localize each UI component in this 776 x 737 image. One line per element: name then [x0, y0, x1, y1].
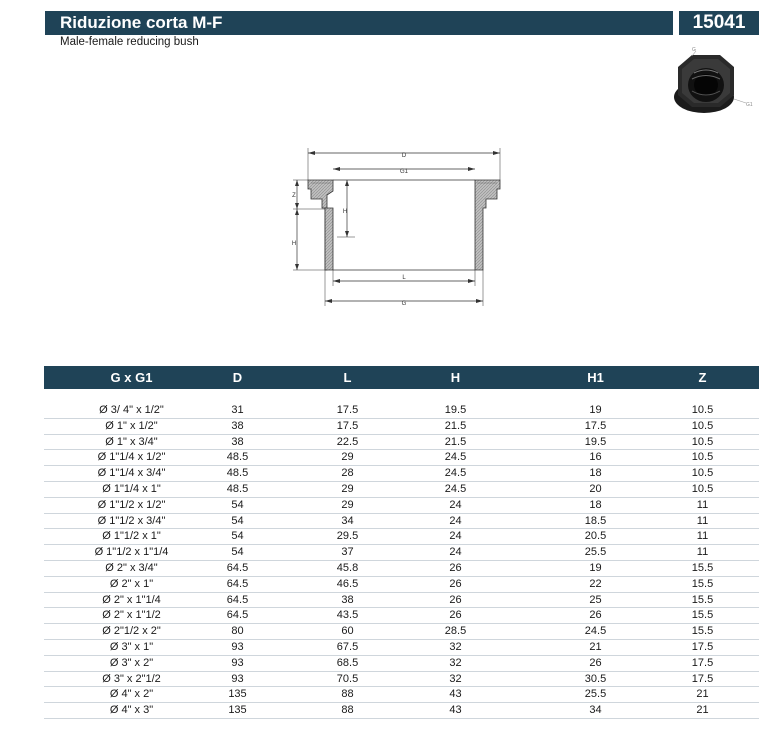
table-row [44, 419, 759, 435]
cell-h: 24 [449, 514, 462, 527]
table-row [44, 624, 759, 640]
table-row [44, 656, 759, 672]
cell-h1: 17.5 [584, 419, 607, 432]
table-row [44, 703, 759, 719]
column-header-h: H [450, 370, 461, 385]
cell-h: 19.5 [444, 404, 467, 416]
cell-h: 26 [449, 577, 462, 590]
cell-h1: 26 [589, 609, 602, 622]
cell-l: 28 [341, 467, 354, 480]
cell-d: 54 [231, 530, 244, 543]
cell-h: 26 [449, 609, 462, 622]
cell-h1: 30.5 [584, 672, 607, 685]
technical-drawing [285, 143, 515, 313]
cell-h1: 16 [589, 451, 602, 464]
cell-z: 10.5 [691, 482, 714, 495]
cell-h: 43 [449, 704, 462, 717]
cell-d: 64.5 [226, 561, 249, 574]
dim-label-g: G [401, 301, 407, 307]
cell-l: 43.5 [336, 609, 359, 622]
product-code: 15041 [692, 12, 746, 33]
cell-g-x-g1: Ø 1"1/4 x 1/2" [97, 451, 166, 464]
cell-g-x-g1: Ø 4" x 3" [109, 704, 154, 717]
cell-z: 15.5 [691, 577, 714, 590]
cell-g-x-g1: Ø 3" x 2" [109, 656, 154, 669]
cell-h: 24.5 [444, 451, 467, 464]
cell-d: 93 [231, 640, 244, 653]
cell-h1: 19.5 [584, 435, 607, 448]
cell-g-x-g1: Ø 1" x 3/4" [105, 435, 158, 448]
dim-label-z: Z [292, 193, 296, 199]
cell-l: 17.5 [336, 404, 359, 416]
cell-z: 11 [696, 530, 709, 543]
cell-h1: 21 [589, 640, 602, 653]
page-title: Riduzione corta M-F [60, 13, 223, 32]
cell-l: 70.5 [336, 672, 359, 685]
cell-z: 17.5 [691, 656, 714, 669]
cell-g-x-g1: Ø 1"1/2 x 1"1/4 [94, 546, 169, 559]
cell-h: 26 [449, 593, 462, 606]
cell-l: 34 [341, 514, 354, 527]
cell-h1: 25.5 [584, 688, 607, 701]
page-subtitle: Male-female reducing bush [60, 36, 199, 48]
cell-g-x-g1: Ø 2" x 3/4" [105, 561, 158, 574]
cell-z: 10.5 [691, 435, 714, 448]
cell-z: 10.5 [691, 419, 714, 432]
table-row [44, 672, 759, 688]
cell-g-x-g1: Ø 3" x 2"1/2 [102, 672, 161, 685]
cell-h1: 22 [589, 577, 602, 590]
cell-l: 60 [341, 625, 354, 638]
cell-d: 93 [231, 656, 244, 669]
cell-h1: 18 [589, 498, 602, 511]
cell-h: 24 [449, 546, 462, 559]
cell-h: 24.5 [444, 467, 467, 480]
cell-l: 88 [341, 688, 354, 701]
cell-h: 24 [449, 530, 462, 543]
table-row [44, 514, 759, 530]
cell-l: 29 [341, 482, 354, 495]
cell-d: 64.5 [226, 609, 249, 622]
column-header-z: Z [698, 370, 707, 385]
cell-h: 24.5 [444, 482, 467, 495]
cell-h1: 18.5 [584, 514, 607, 527]
cell-z: 15.5 [691, 625, 714, 638]
cell-l: 37 [341, 546, 354, 559]
cell-h: 26 [449, 561, 462, 574]
cell-h1: 34 [589, 704, 602, 717]
cell-h: 21.5 [444, 419, 467, 432]
cell-h1: 25 [589, 593, 602, 606]
cell-z: 15.5 [691, 561, 714, 574]
cell-z: 10.5 [691, 404, 714, 416]
cell-h1: 18 [589, 467, 602, 480]
cell-g-x-g1: Ø 3" x 1" [109, 640, 154, 653]
cell-z: 17.5 [691, 672, 714, 685]
table-row [44, 561, 759, 577]
table-row [44, 466, 759, 482]
cell-z: 15.5 [691, 593, 714, 606]
cell-h: 28.5 [444, 625, 467, 638]
cell-d: 54 [231, 546, 244, 559]
table-body [44, 403, 759, 719]
cell-h: 32 [449, 656, 462, 669]
cell-z: 21 [696, 704, 709, 717]
photo-label-g: G [692, 47, 696, 53]
cell-d: 54 [231, 498, 244, 511]
cell-g-x-g1: Ø 4" x 2" [109, 688, 154, 701]
cell-z: 11 [696, 498, 709, 511]
cell-g-x-g1: Ø 2" x 1"1/2 [102, 609, 161, 622]
cell-d: 48.5 [226, 482, 249, 495]
cell-h1: 26 [589, 656, 602, 669]
cell-z: 11 [696, 514, 709, 527]
column-header-l: L [343, 370, 352, 385]
dim-label-g1: G1 [399, 169, 409, 175]
cell-h: 43 [449, 688, 462, 701]
column-header-d: D [232, 370, 243, 385]
cell-l: 29 [341, 451, 354, 464]
cell-g-x-g1: Ø 2" x 1"1/4 [102, 593, 161, 606]
cell-d: 135 [228, 704, 247, 717]
cell-d: 48.5 [226, 467, 249, 480]
table-row [44, 687, 759, 703]
cell-l: 29.5 [336, 530, 359, 543]
cell-d: 38 [231, 435, 244, 448]
cell-h1: 19 [589, 561, 602, 574]
cell-g-x-g1: Ø 1" x 1/2" [105, 419, 158, 432]
cell-h1: 19 [589, 404, 602, 416]
cell-g-x-g1: Ø 1"1/2 x 1" [102, 530, 161, 543]
table-row [44, 593, 759, 609]
cell-z: 17.5 [691, 640, 714, 653]
dim-label-d: D [401, 153, 407, 159]
cell-l: 22.5 [336, 435, 359, 448]
table-row [44, 482, 759, 498]
reducing-bush-photo [664, 47, 764, 119]
cell-l: 29 [341, 498, 354, 511]
cell-g-x-g1: Ø 3/ 4" x 1/2" [99, 404, 164, 416]
cell-z: 11 [696, 546, 709, 559]
cell-h: 32 [449, 640, 462, 653]
cell-d: 31 [231, 404, 244, 416]
column-header-h1: H1 [587, 370, 604, 385]
cell-h: 21.5 [444, 435, 467, 448]
cell-h1: 25.5 [584, 546, 607, 559]
cell-l: 68.5 [336, 656, 359, 669]
table-row [44, 640, 759, 656]
cell-d: 64.5 [226, 577, 249, 590]
cell-d: 48.5 [226, 451, 249, 464]
dim-label-l: L [402, 275, 406, 281]
cell-g-x-g1: Ø 1"1/2 x 3/4" [97, 514, 166, 527]
table-row [44, 450, 759, 466]
photo-label-g1: G1 [746, 102, 753, 108]
cell-l: 38 [341, 593, 354, 606]
table-row [44, 529, 759, 545]
cell-g-x-g1: Ø 1"1/2 x 1/2" [97, 498, 166, 511]
cell-d: 93 [231, 672, 244, 685]
cell-h1: 24.5 [584, 625, 607, 638]
table-row [44, 498, 759, 514]
cell-z: 21 [696, 688, 709, 701]
cell-d: 80 [231, 625, 244, 638]
cell-g-x-g1: Ø 2" x 1" [109, 577, 154, 590]
table-row [44, 435, 759, 451]
cell-d: 135 [228, 688, 247, 701]
cell-l: 46.5 [336, 577, 359, 590]
cell-g-x-g1: Ø 1"1/4 x 3/4" [97, 467, 166, 480]
dim-label-h: H [291, 241, 297, 247]
cell-z: 10.5 [691, 467, 714, 480]
cell-h: 32 [449, 672, 462, 685]
cell-h1: 20 [589, 482, 602, 495]
cell-g-x-g1: Ø 2"1/2 x 2" [102, 625, 161, 638]
cell-l: 67.5 [336, 640, 359, 653]
cell-l: 17.5 [336, 419, 359, 432]
cell-h: 24 [449, 498, 462, 511]
cell-d: 54 [231, 514, 244, 527]
column-header-g-x-g1: G x G1 [110, 370, 153, 385]
cell-h1: 20.5 [584, 530, 607, 543]
cell-z: 15.5 [691, 609, 714, 622]
cell-l: 45.8 [336, 561, 359, 574]
cell-z: 10.5 [691, 451, 714, 464]
table-row [44, 545, 759, 561]
table-row [44, 577, 759, 593]
cell-g-x-g1: Ø 1"1/4 x 1" [102, 482, 161, 495]
dim-label-h-inner: H [342, 209, 348, 215]
table-row [44, 403, 759, 419]
cell-d: 64.5 [226, 593, 249, 606]
cell-l: 88 [341, 704, 354, 717]
cell-d: 38 [231, 419, 244, 432]
table-row [44, 608, 759, 624]
